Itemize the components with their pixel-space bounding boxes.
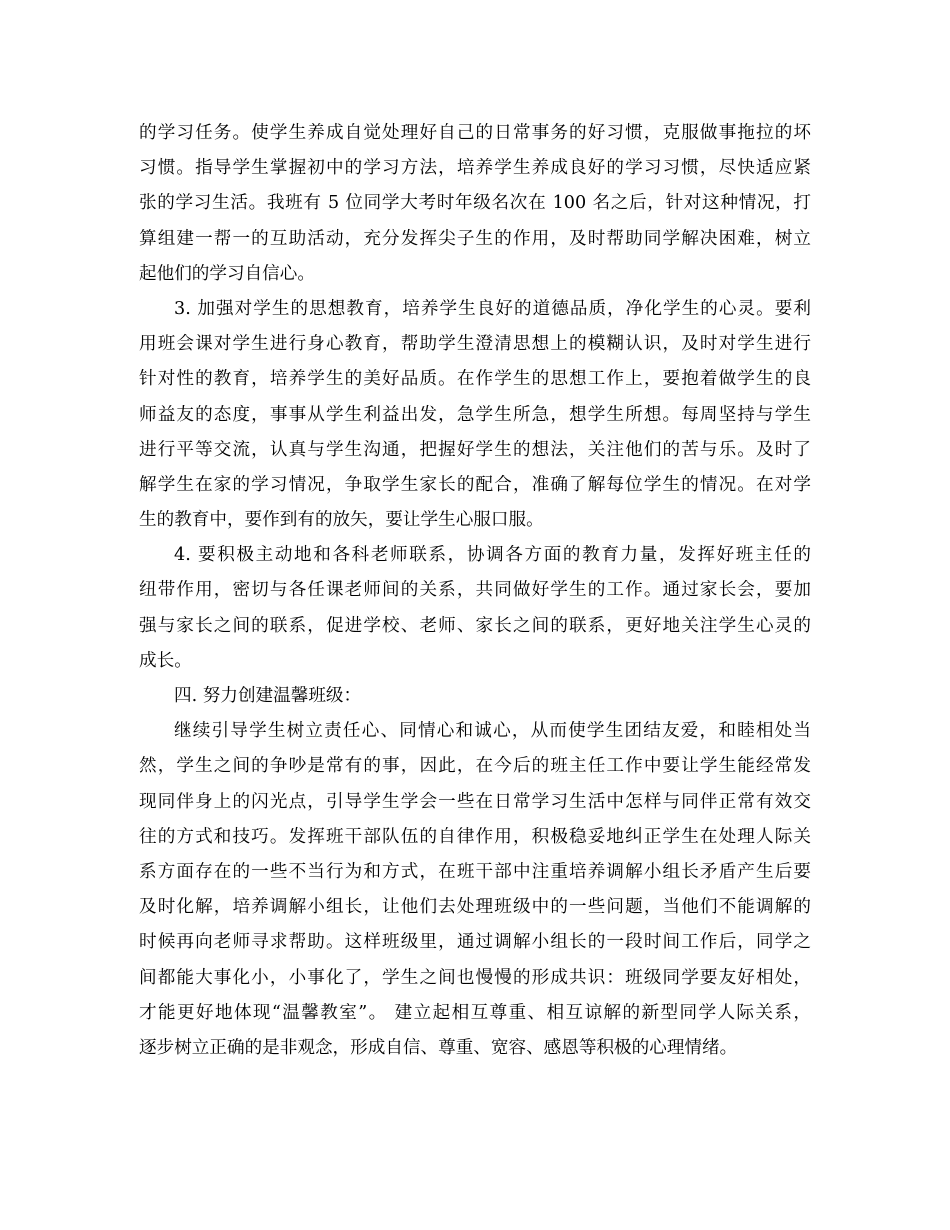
text-line: 系方面存在的一些不当行为和方式，在班干部中注重培养调解小组长矛盾产生后要 [139,861,811,882]
paragraph-3-heading-line: 3. 加强对学生的思想教育，培养学生良好的道德品质，净化学生的心灵。要利 [174,298,811,319]
text-line: 起他们的学习自信心。 [139,263,315,284]
document-body [139,116,811,1066]
text-line: 往的方式和技巧。发挥班干部队伍的自律作用，积极稳妥地纠正学生在处理人际关 [139,826,811,847]
text-line: 纽带作用，密切与各任课老师间的关系，共同做好学生的工作。通过家长会，要加 [139,580,811,601]
text-line: 时候再向老师寻求帮助。这样班级里，通过调解小组长的一段时间工作后，同学之 [139,932,811,953]
text-line: 生的教育中，要作到有的放矢，要让学生心服口服。 [139,510,544,531]
text-line: 针对性的教育，培养学生的美好品质。在作学生的思想工作上，要抱着做学生的良 [139,369,811,390]
text-line: 的学习任务。使学生养成自觉处理好自己的日常事务的好习惯，克服做事拖拉的坏 [139,123,811,143]
text-line: 然，学生之间的争吵是常有的事，因此，在今后的班主任工作中要让学生能经常发 [139,756,811,777]
text-line: 现同伴身上的闪光点，引导学生学会一些在日常学习生活中怎样与同伴正常有效交 [139,791,811,812]
paragraph-4-heading-line: 4. 要积极主动地和各科老师联系，协调各方面的教育力量，发挥好班主任的 [174,545,811,566]
text-line: 算组建一帮一的互助活动，充分发挥尖子生的作用，及时帮助同学解决困难，树立 [139,228,811,249]
text-line: 用班会课对学生进行身心教育，帮助学生澄清思想上的模糊认识，及时对学生进行 [139,334,811,355]
section-heading: 四. 努力创建温馨班级： [174,686,362,706]
text-line: 逐步树立正确的是非观念，形成自信、尊重、宽容、感恩等积极的心理情绪。 [139,1037,738,1058]
text-line: 解学生在家的学习情况，争取学生家长的配合，准确了解每位学生的情况。在对学 [139,474,811,495]
text-line: 间都能大事化小，小事化了，学生之间也慢慢的形成共识：班级同学要友好相处， [139,967,811,988]
text-line: 继续引导学生树立责任心、同情心和诚心，从而使学生团结友爱，和睦相处当 [174,721,811,742]
text-line: 才能更好地体现“温馨教室”。 建立起相互尊重、相互谅解的新型同学人际关系， [139,1002,811,1023]
text-line: 师益友的态度，事事从学生利益出发，急学生所急，想学生所想。每周坚持与学生 [139,404,811,425]
text-line: 强与家长之间的联系，促进学校、老师、家长之间的联系，更好地关注学生心灵的 [139,615,811,636]
text-line: 习惯。指导学生掌握初中的学习方法，培养学生养成良好的学习习惯，尽快适应紧 [139,158,811,179]
text-line: 张的学习生活。我班有 5 位同学大考时年级名次在 100 名之后，针对这种情况，打 [139,193,811,214]
text-line: 进行平等交流，认真与学生沟通，把握好学生的想法，关注他们的苦与乐。及时了 [139,439,811,460]
text-line: 成长。 [139,650,192,671]
text-line: 及时化解，培养调解小组长，让他们去处理班级中的一些问题，当他们不能调解的 [139,897,811,918]
